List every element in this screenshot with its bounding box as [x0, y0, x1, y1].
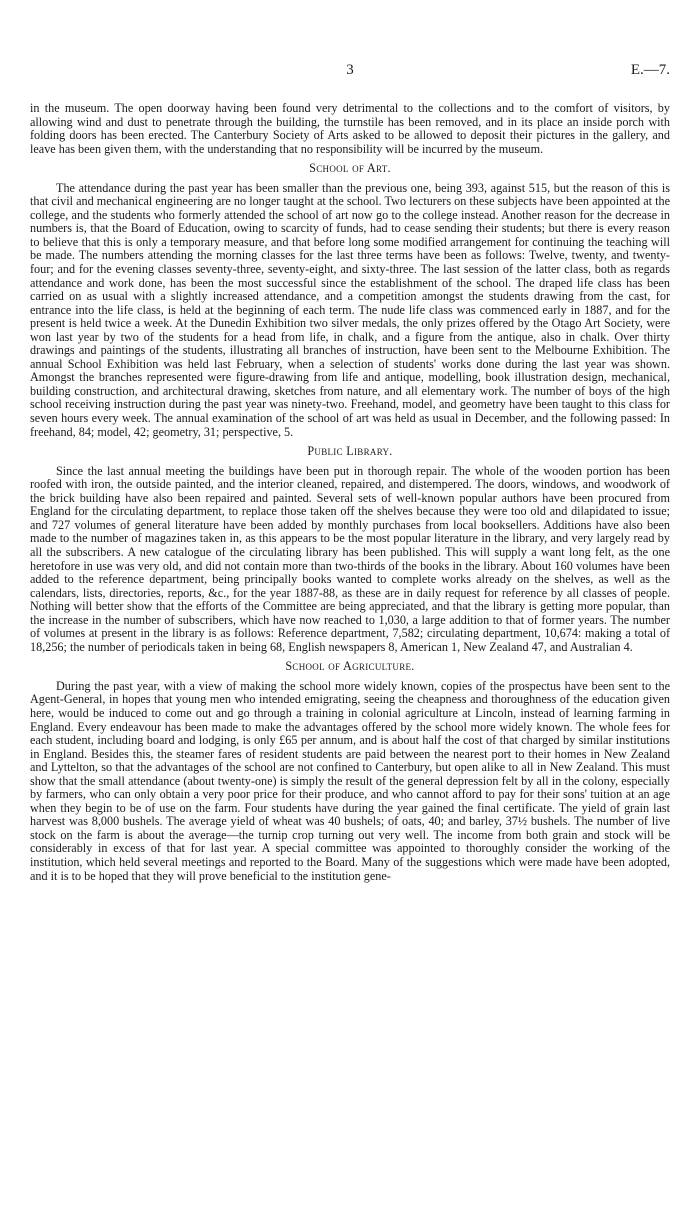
- page-header: [30, 62, 670, 82]
- section-body-school-of-agriculture: During the past year, with a view of making the school more widely known, copies of the prospectus have been sent to the Agent-General, in hopes that young men who intended emigrating, seeing the cheapness and thoroughness of the education given here, would be induced to come out and go through a training in colonial agriculture at Lincoln, instead of learning farming in England. Every endeavour has been made to make the advantages offered by the school more widely known. The whole fees for each student, including board and lodging, is only £65 per annum, and is about half the cost of that charged by similar institutions in England. Besides this, the steamer fares of resident students are paid between the nearest port to their homes in New Zealand and Lyttelton, so that the advantages of the school are not confined to Canterbury, but open alike to all in New Zealand. This must show that the small attendance (about twenty-one) is simply the result of the general depression felt by all in the colony, especially by farmers, who can only obtain a very poor price for their produce, and who cannot afford to pay for their sons' tuition at an age when they begin to be of use on the farm. Four students have during the year gained the final certificate. The yield of grain last harvest was 8,000 bushels. The average yield of wheat was 40 bushels; of oats, 40; and barley, 37½ bushels. The number of live stock on the farm is about the average—the turnip crop turning out very well. The income from both grain and stock will be considerably in excess of that for last year. A special committee was appointed to thoroughly consider the working of the institution, which held several meetings and reported to the Board. Many of the suggestions which were made have been adopted, and it is to be hoped that they will prove beneficial to the institution gene-: [30, 678, 670, 883]
- section-heading-school-of-agriculture: School of Agriculture.: [285, 659, 415, 674]
- section-heading-school-of-art: School of Art.: [309, 161, 391, 176]
- section-body-school-of-art: The attendance during the past year has been smaller than the previous one, being 393, against 515, but the reason of this is that civil and mechanical engineering are no longer taught at the school. Two lecturers on these subjects have been appointed at the college, and the students who formerly attended the school of art now go to the college instead. Another reason for the decrease in numbers is, that the Board of Education, owing to scarcity of funds, had to cease sending their students; but there is every reason to believe that this is only a temporary measure, and that before long some modified arrangement for continuing the teaching will be made. The numbers attending the morning classes for the last three terms have been as follows: Twelve, twenty, and twenty-four; and for the evening classes seventy-three, seventy-eight, and sixty-three. The last session of the latter class, both as regards attendance and work done, has been the most successful since the establishment of the school. The draped life class has been carried on as usual with a slightly increased attendance, and a competition amongst the students drawing from the cast, for entrance into the life class, is held at the beginning of each term. The nude life class was commenced early in 1887, and for the present is held twice a week. At the Dunedin Exhibition two silver medals, the only prizes offered by the Otago Art Society, were won last year by two of the students for a head from life, in chalk, and a figure from the antique, also in chalk. Over thirty drawings and paintings of the students, illustrating all branches of instruction, have been sent to the Melbourne Exhibition. The annual School Exhibition was held last February, when a selection of students' works done during the last year was shown. Amongst the branches represented were figure-drawing from life and antique, modelling, book illustration design, mechanical, building construction, and architectural drawing, sketches from nature, and all elementary work. The number of boys of the high school receiving instruction during the past year was ninety-two. Freehand, model, and geometry have been taught to this class for seven hours every week. The annual examination of the school of art was held as usual in December, and the following passed: In freehand, 84; model, 42; geometry, 31; perspective, 5.: [30, 180, 670, 439]
- intro-paragraph: in the museum. The open doorway having been found very detrimental to the collections and to the comfort of visitors, by allowing wind and dust to penetrate through the building, the turnstile has been removed, and in its place an inside porch with folding doors has been erected. The Canterbury Society of Arts asked to be allowed to deposit their pictures in the gallery, and leave has been given them, with the understanding that no responsibility will be incurred by the museum.: [30, 101, 670, 156]
- section-heading-public-library: Public Library.: [307, 444, 393, 459]
- page-number: 3: [346, 62, 354, 78]
- page-content: [30, 102, 670, 883]
- document-reference: E.—7.: [630, 62, 670, 78]
- section-body-public-library: Since the last annual meeting the buildings have been put in thorough repair. The whole of the wooden portion has been roofed with iron, the outside painted, and the interior cleaned, repaired, and distempered. The doors, windows, and woodwork of the brick building have also been repaired and painted. Several sets of well-known popular authors have been procured from England for the circulating department, to replace those taken off the shelves because they were too old and dilapidated to issue; and 727 volumes of general literature have been added by monthly purchases from local booksellers. Additions have also been made to the number of magazines taken in, as this appears to be the most popular literature in the library, and very largely read by all the subscribers. A new catalogue of the circulating library has been published. This will supply a want long felt, as the one heretofore in use was very old, and did not contain more than two-thirds of the books in the library. About 160 volumes have been added to the reference department, being principally books wanted to complete works already on the shelves, as well as the calendars, lists, directories, reports, &c., for the year 1887-88, as these are in daily request for reference by all classes of people. Nothing will better show that the efforts of the Committee are being appreciated, and that the library is getting more popular, than the increase in the number of subscribers, which have now reached to 1,030, a large addition to that of former years. The number of volumes at present in the library is as follows: Reference department, 7,582; circulating department, 10,674: making a total of 18,256; the number of periodicals taken in being 68, English newspapers 8, American 1, New Zealand 47, and Australian 4.: [30, 463, 670, 654]
